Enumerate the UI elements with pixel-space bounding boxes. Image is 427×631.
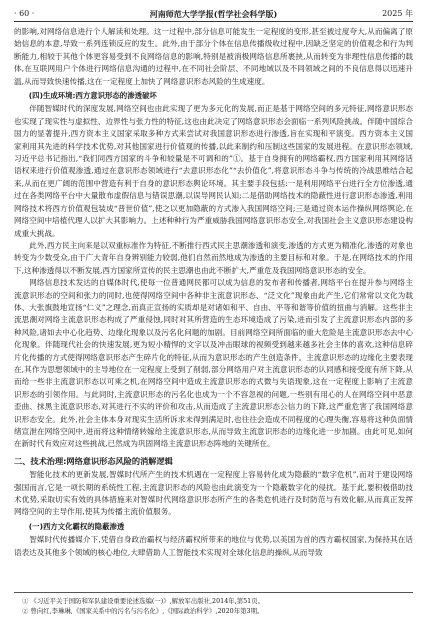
publication-year: 2025 年 bbox=[382, 9, 413, 18]
paragraph: 智媒时代传播媒介下,凭借自身政治霸权与经济霸权所带来的地位与优势,以美国为首的西方霸权国家,为保持其在话语表达及其他多个领域的核心地位,大肆借助人工智能技术实现对全球化信息的操纵,从而导致 bbox=[14, 535, 413, 557]
footnote: ② 曾向红,李琳琳,《国家关系中的污名与污名化》,《国际政治科学》,2020年第3期。 bbox=[22, 607, 264, 615]
journal-title: 河南师范大学学报(哲学社会科学版) bbox=[149, 9, 278, 19]
page-header bbox=[14, 7, 413, 22]
paragraph: 此外,西方民主向来是以双重标准作为特征,不断推行西式民主思潮渗透和演变,渗透的方式更为精准化,渗透的对象也转变为少数受众,由于广大青年自身辨别能力较弱,他们自然而然地成为渗透的主要目标和对象。于是,在网络技术的作用下,这种渗透得以不断发展,西方国家所宣传的民主思潮也由此不断扩大,严重危及我国网络意识形态的安全。 bbox=[14, 240, 413, 275]
footnote: ① 《习近平关于国防和军队建设重要论述选编(一)》,解放军出版社,2014年,第51页。 bbox=[22, 597, 265, 605]
paragraph: 的影响,对网络信息进行个人解读和处理。这一过程中,部分信息可能发生一定程度的变形,甚至被过度夸大,从而偏离了原始信息的本意,导致一系列连锁反应的发生。此外,由于部分个体在信息传播级收过程中,因缺乏坚定的价值观念和行为判断能力,相较于其他个体更容易受到不良网络信息的影响,特别是被消极网络信息所裹挟,从而转变为非理性信息传播的载体,在互联网用户个体进行网络信息沟通的过程中,在不同社会阶层、不同地域以及不同领域之间的不良信息得以迅速升温,从而导致快速传播,这在一定程度上加快了网络意识形态风险的生成速度。 bbox=[14, 27, 413, 86]
footnotes bbox=[14, 592, 413, 616]
subsection-heading: (一)西方文化霸权的隐蔽渗透 bbox=[28, 521, 125, 531]
paragraph: 伴随智媒时代的深度发展,网络空间也由此实现了更为多元化的发展,而正是基于网络空间的多元特征,网络意识形态也实现了现实性与虚拟性、边界性与张力性的特征,这也由此决定了网络意识形态会面临一系列风险挑战。伴随中国综合国力的显著提升,西方资本主义国家采取多种方式来尝试对我国意识形态进行渗透,旨在实现和平演变。西方资本主义国家利用其先进的科学技术优势,对其他国家进行价值观的传播,以此来制约和压制这些国家的发展进程。在意识形态领域,习近平总书记指出,“我们同西方国家的斗争和较量是不可调和的”①。基于自身拥有的网络霸权,西方国家利用其网络话语权来进行价值观渗透,通过在意识形态领域进行“去意识形态化”“去价值化”,将意识形态斗争与传统的冷战思维结合起来,从而在更广阔的范围中营造有利于自身的意识形态舆论环境。其主要手段包括:一是利用网络平台进行全方位渗透,通过在各类网络平台中大量散布虚假信息与错误思潮,以误导网民认知;二是借助网络技术的隐蔽性进行意识形态渗透,利用网络技术将西方价值观包装成“普世价值”,使之以更加隐蔽的方式渗入我国网络空间;三是通过资本运作操纵网络舆论,在网络空间中培植代理人以扩大其影响力。上述种种行为严重威胁我国网络意识形态安全,对我国社会主义意识形态建设构成重大挑战。 bbox=[14, 104, 413, 238]
section-heading: 二、技术治理:网络意识形态风险的消解逻辑 bbox=[14, 455, 173, 466]
article-body bbox=[14, 26, 413, 586]
subsection-heading: (四)生成环境:西方意识形态的渗透破坏 bbox=[28, 91, 157, 101]
page-number: · 60 · bbox=[14, 9, 35, 18]
paragraph: 网络信息技术发达的自媒体时代,使每一位普通网民都可以成为信息的发布者和传播者,网络平台在提升参与网络主流意识形态的空间和张力的同时,也使得网络空间中各种非主流意识形态、“泛文化”现象由此产生,它们常常以文化为载体、大张旗鼓地宣扬“仁义”之理念,而真正宣扬的实质却是对诸如和平、自由、平等和谐等价值的扭曲与消解。这些非主流思潮对网络主流意识形态构成了严重侵蚀,同时对其所营造的生态环境造成了污染,进而引发了主流意识形态内部的多种风险,诸如去中心化趋势、边缘化现象以及污名化问题的加剧。目前网络空间所面临的重大危险是主流意识形态去中心化现象。伴随现代社会的快速发展,更为短小精悍的文字以及冲击眼球的视频受到越来越多社会主体的喜欢,这种信息碎片化传播的方式使得网络意识形态产生碎片化的特征,从而为意识形态的产生创造条件。主流意识形态的边缘化主要表现在,其作为思想领域中的主导地位在一定程度上受到了削弱,部分网络用户对主流意识形态的认同感和接受度有所下降,从而给一些非主流意识形态以可乘之机,在网络空间中造成主流意识形态的式微与失语现象,这在一定程度上影响了主流意识形态的引领作用。与此同时,主流意识形态的污名化也成为一个不容忽视的问题,一些别有用心的人在网络空间中恶意歪曲、抹黑主流意识形态,对其进行不实的评价和攻击,从而造成了主流意识形态公信力的下降,这严重危害了我国网络意识形态安全。此外,社会主体本身对现实生活所诉求未得到满足时,也往往会造成不同程度的心理失衡,容易将这种负面情绪宣泄在网络空间中,进而将这种情绪转嫁给主流意识形态,从而导致主流意识形态的边缘化进一步加剧。由此可见,如何在新时代有效应对这些挑战,已然成为巩固网络主流意识形态阵地的关键所在。 bbox=[14, 278, 413, 449]
paragraph: 智能化技术的更新发展,智媒时代所产生的技术机遇在一定程度上容易转化成为隐蔽的“数字危机”,而对于建设网络强国而言,它是一项长期的系统性工程,主流意识形态的风险也由此演变为一个隐蔽数字化的侵扰。基于此,要积极借助技术优势,采取切实有效的具体措施来对智媒时代网络意识形态所产生的各类危机进行及时防范与有效化解,从而真正发挥网络空间的主导作用,使其为传播主流价值服务。 bbox=[14, 470, 413, 517]
